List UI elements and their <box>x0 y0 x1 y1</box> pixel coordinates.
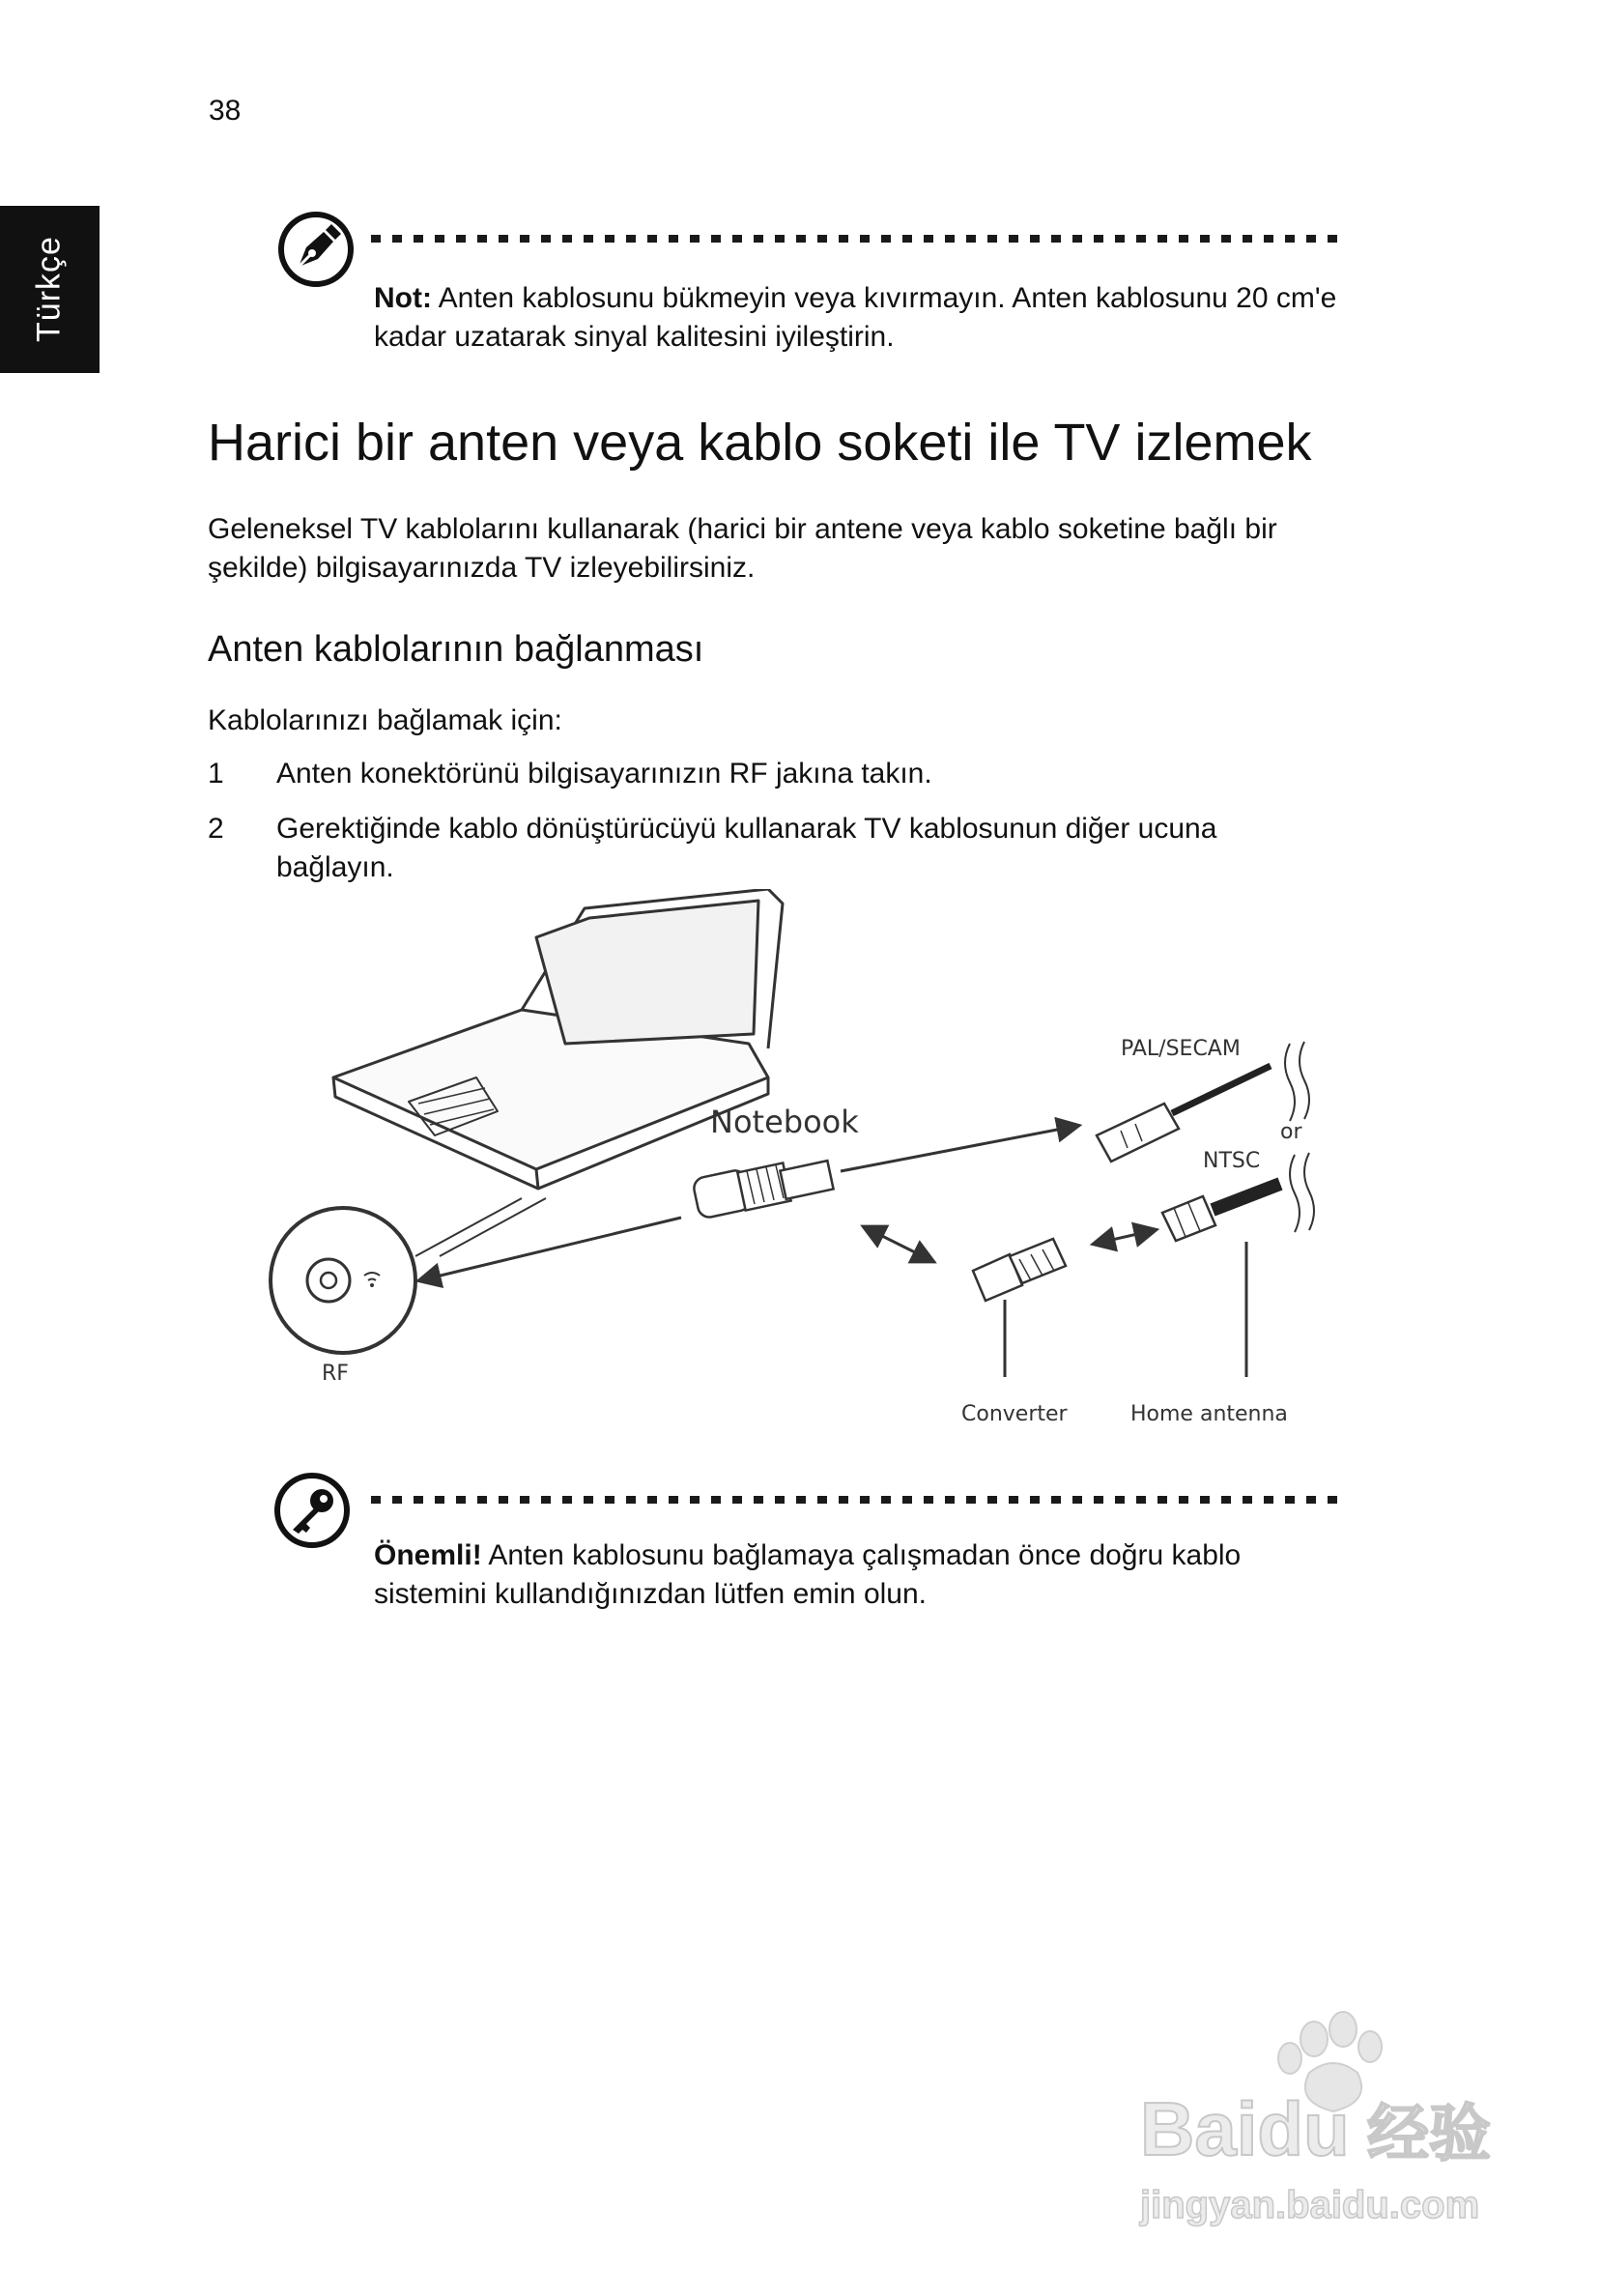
pal-secam-label: PAL/SECAM <box>1121 1037 1241 1061</box>
notebook-plug <box>692 1161 833 1220</box>
rf-label: RF <box>322 1362 349 1386</box>
section-intro: Geleneksel TV kablolarını kullanarak (harici bir antene veya kablo soketine bağlı bir şekilde) bilgisayarınızda TV izleyebilirsiniz. <box>208 513 1277 584</box>
arrow-to-rf <box>420 1218 681 1280</box>
ntsc-label: NTSC <box>1203 1149 1261 1173</box>
converter-label: Converter <box>961 1402 1068 1426</box>
subsection-title: Anten kablolarının bağlanması <box>208 629 704 670</box>
arrow-converter-ntsc <box>1095 1230 1155 1244</box>
key-important-icon <box>273 1472 351 1549</box>
subsection-lead: Kablolarınızı bağlamak için: <box>208 704 562 736</box>
or-label: or <box>1280 1120 1302 1144</box>
language-tab <box>0 206 100 373</box>
section-title: Harici bir anten veya kablo soketi ile TV izlemek <box>208 414 1312 472</box>
step-text: Anten konektörünü bilgisayarınızın RF jakına takın. <box>276 758 932 789</box>
note-divider <box>371 235 1347 243</box>
important-body: Anten kablosunu bağlamaya çalışmadan önce doğru kablo sistemini kullandığınızdan lütfen emin olun. <box>374 1539 1242 1610</box>
watermark-brand: Baidu <box>1140 2086 1350 2171</box>
arrow-plug-converter <box>865 1227 932 1261</box>
step-number: 1 <box>208 758 224 789</box>
note-label: Not: <box>374 282 432 314</box>
arrow-to-pal-secam <box>841 1126 1077 1171</box>
watermark-url: jingyan.baidu.com <box>1140 2184 1480 2226</box>
step-number: 2 <box>208 813 224 845</box>
language-tab-label: Türkçe <box>30 236 68 342</box>
note-icon-wrap <box>277 211 355 293</box>
home-antenna-label: Home antenna <box>1130 1402 1288 1426</box>
notebook-label: Notebook <box>710 1104 859 1140</box>
antenna-connection-diagram <box>246 889 1357 1440</box>
important-text <box>374 1536 1350 1614</box>
page-number: 38 <box>209 95 242 127</box>
note-body: Anten kablosunu bükmeyin veya kıvırmayın. Anten kablosunu 20 cm'e kadar uzatarak sinyal kalitesini iyileştirin. <box>374 282 1337 353</box>
important-divider <box>371 1496 1347 1504</box>
converter <box>973 1239 1066 1301</box>
important-icon-wrap <box>273 1472 351 1554</box>
rf-port-zoom <box>271 1208 415 1353</box>
pen-note-icon <box>277 211 355 288</box>
baidu-watermark <box>1121 2000 1507 2232</box>
watermark-cn: 经验 <box>1367 2099 1491 2168</box>
note-text <box>374 279 1350 357</box>
important-label: Önemli! <box>374 1539 482 1571</box>
step-text: Gerektiğinde kablo dönüştürücüyü kullanarak TV kablosunun diğer ucuna bağlayın. <box>276 813 1217 883</box>
